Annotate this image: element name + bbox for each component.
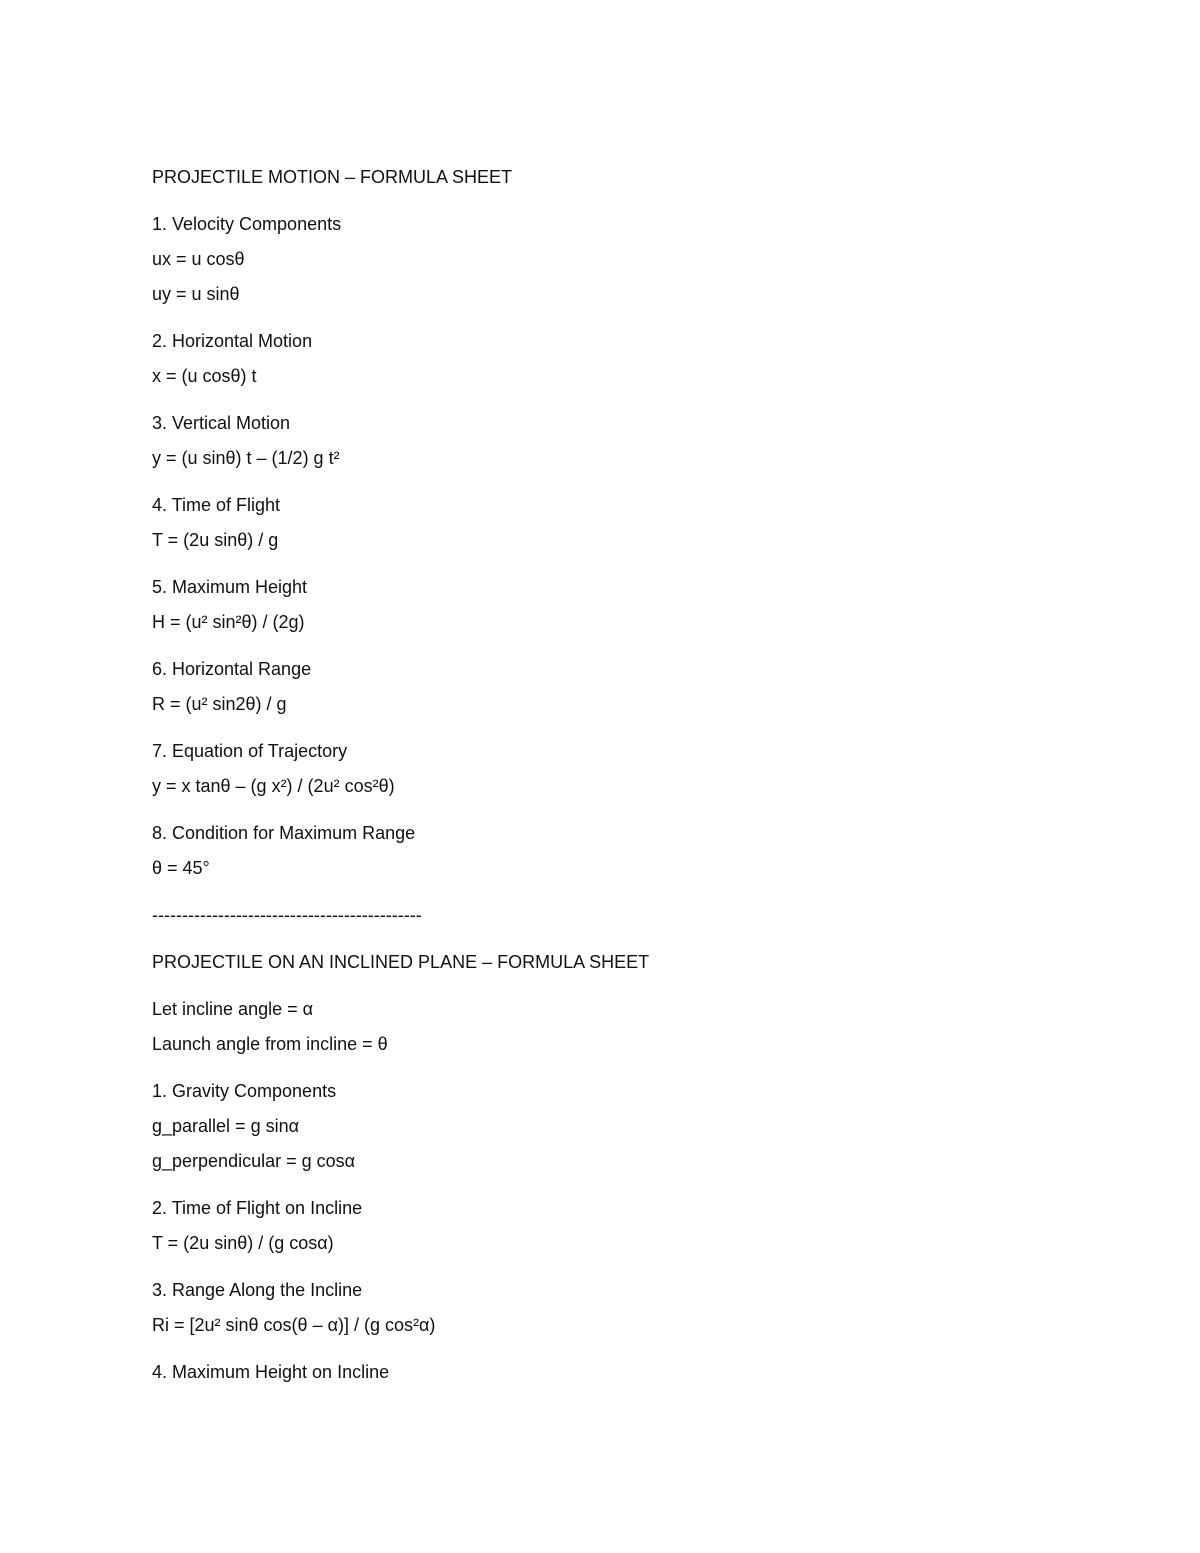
- velocity-components-heading: 1. Velocity Components: [152, 214, 342, 234]
- incline-max-height-heading: 4. Maximum Height on Incline: [152, 1362, 390, 1382]
- incline-range-formula: Ri = [2u² sinθ cos(θ – α)] / (g cos²α): [152, 1315, 436, 1335]
- section1-title: PROJECTILE MOTION – FORMULA SHEET: [152, 167, 513, 187]
- maximum-height-formula: H = (u² sin²θ) / (2g): [152, 612, 305, 632]
- section-divider: ---------------------------------------------: [152, 905, 422, 925]
- g-perpendicular-formula: g_perpendicular = g cosα: [152, 1151, 356, 1171]
- maximum-height-heading: 5. Maximum Height: [152, 577, 308, 597]
- trajectory-heading: 7. Equation of Trajectory: [152, 741, 348, 761]
- vertical-motion-formula: y = (u sinθ) t – (1/2) g t²: [152, 448, 340, 468]
- horizontal-motion-heading: 2. Horizontal Motion: [152, 331, 313, 351]
- max-range-condition-formula: θ = 45°: [152, 858, 210, 878]
- horizontal-range-formula: R = (u² sin2θ) / g: [152, 694, 287, 714]
- trajectory-formula: y = x tanθ – (g x²) / (2u² cos²θ): [152, 776, 395, 796]
- incline-range-heading: 3. Range Along the Incline: [152, 1280, 363, 1300]
- incline-time-of-flight-heading: 2. Time of Flight on Incline: [152, 1198, 363, 1218]
- vertical-motion-heading: 3. Vertical Motion: [152, 413, 291, 433]
- uy-formula: uy = u sinθ: [152, 284, 240, 304]
- launch-angle-definition: Launch angle from incline = θ: [152, 1034, 388, 1054]
- incline-time-of-flight-formula: T = (2u sinθ) / (g cosα): [152, 1233, 334, 1253]
- max-range-condition-heading: 8. Condition for Maximum Range: [152, 823, 416, 843]
- section2-title: PROJECTILE ON AN INCLINED PLANE – FORMULA SHEET: [152, 952, 650, 972]
- time-of-flight-heading: 4. Time of Flight: [152, 495, 281, 515]
- horizontal-motion-formula: x = (u cosθ) t: [152, 366, 257, 386]
- horizontal-range-heading: 6. Horizontal Range: [152, 659, 312, 679]
- g-parallel-formula: g_parallel = g sinα: [152, 1116, 299, 1136]
- formula-sheet-page: [152, 165, 1052, 1395]
- incline-angle-definition: Let incline angle = α: [152, 999, 314, 1019]
- ux-formula: ux = u cosθ: [152, 249, 245, 269]
- gravity-components-heading: 1. Gravity Components: [152, 1081, 337, 1101]
- time-of-flight-formula: T = (2u sinθ) / g: [152, 530, 279, 550]
